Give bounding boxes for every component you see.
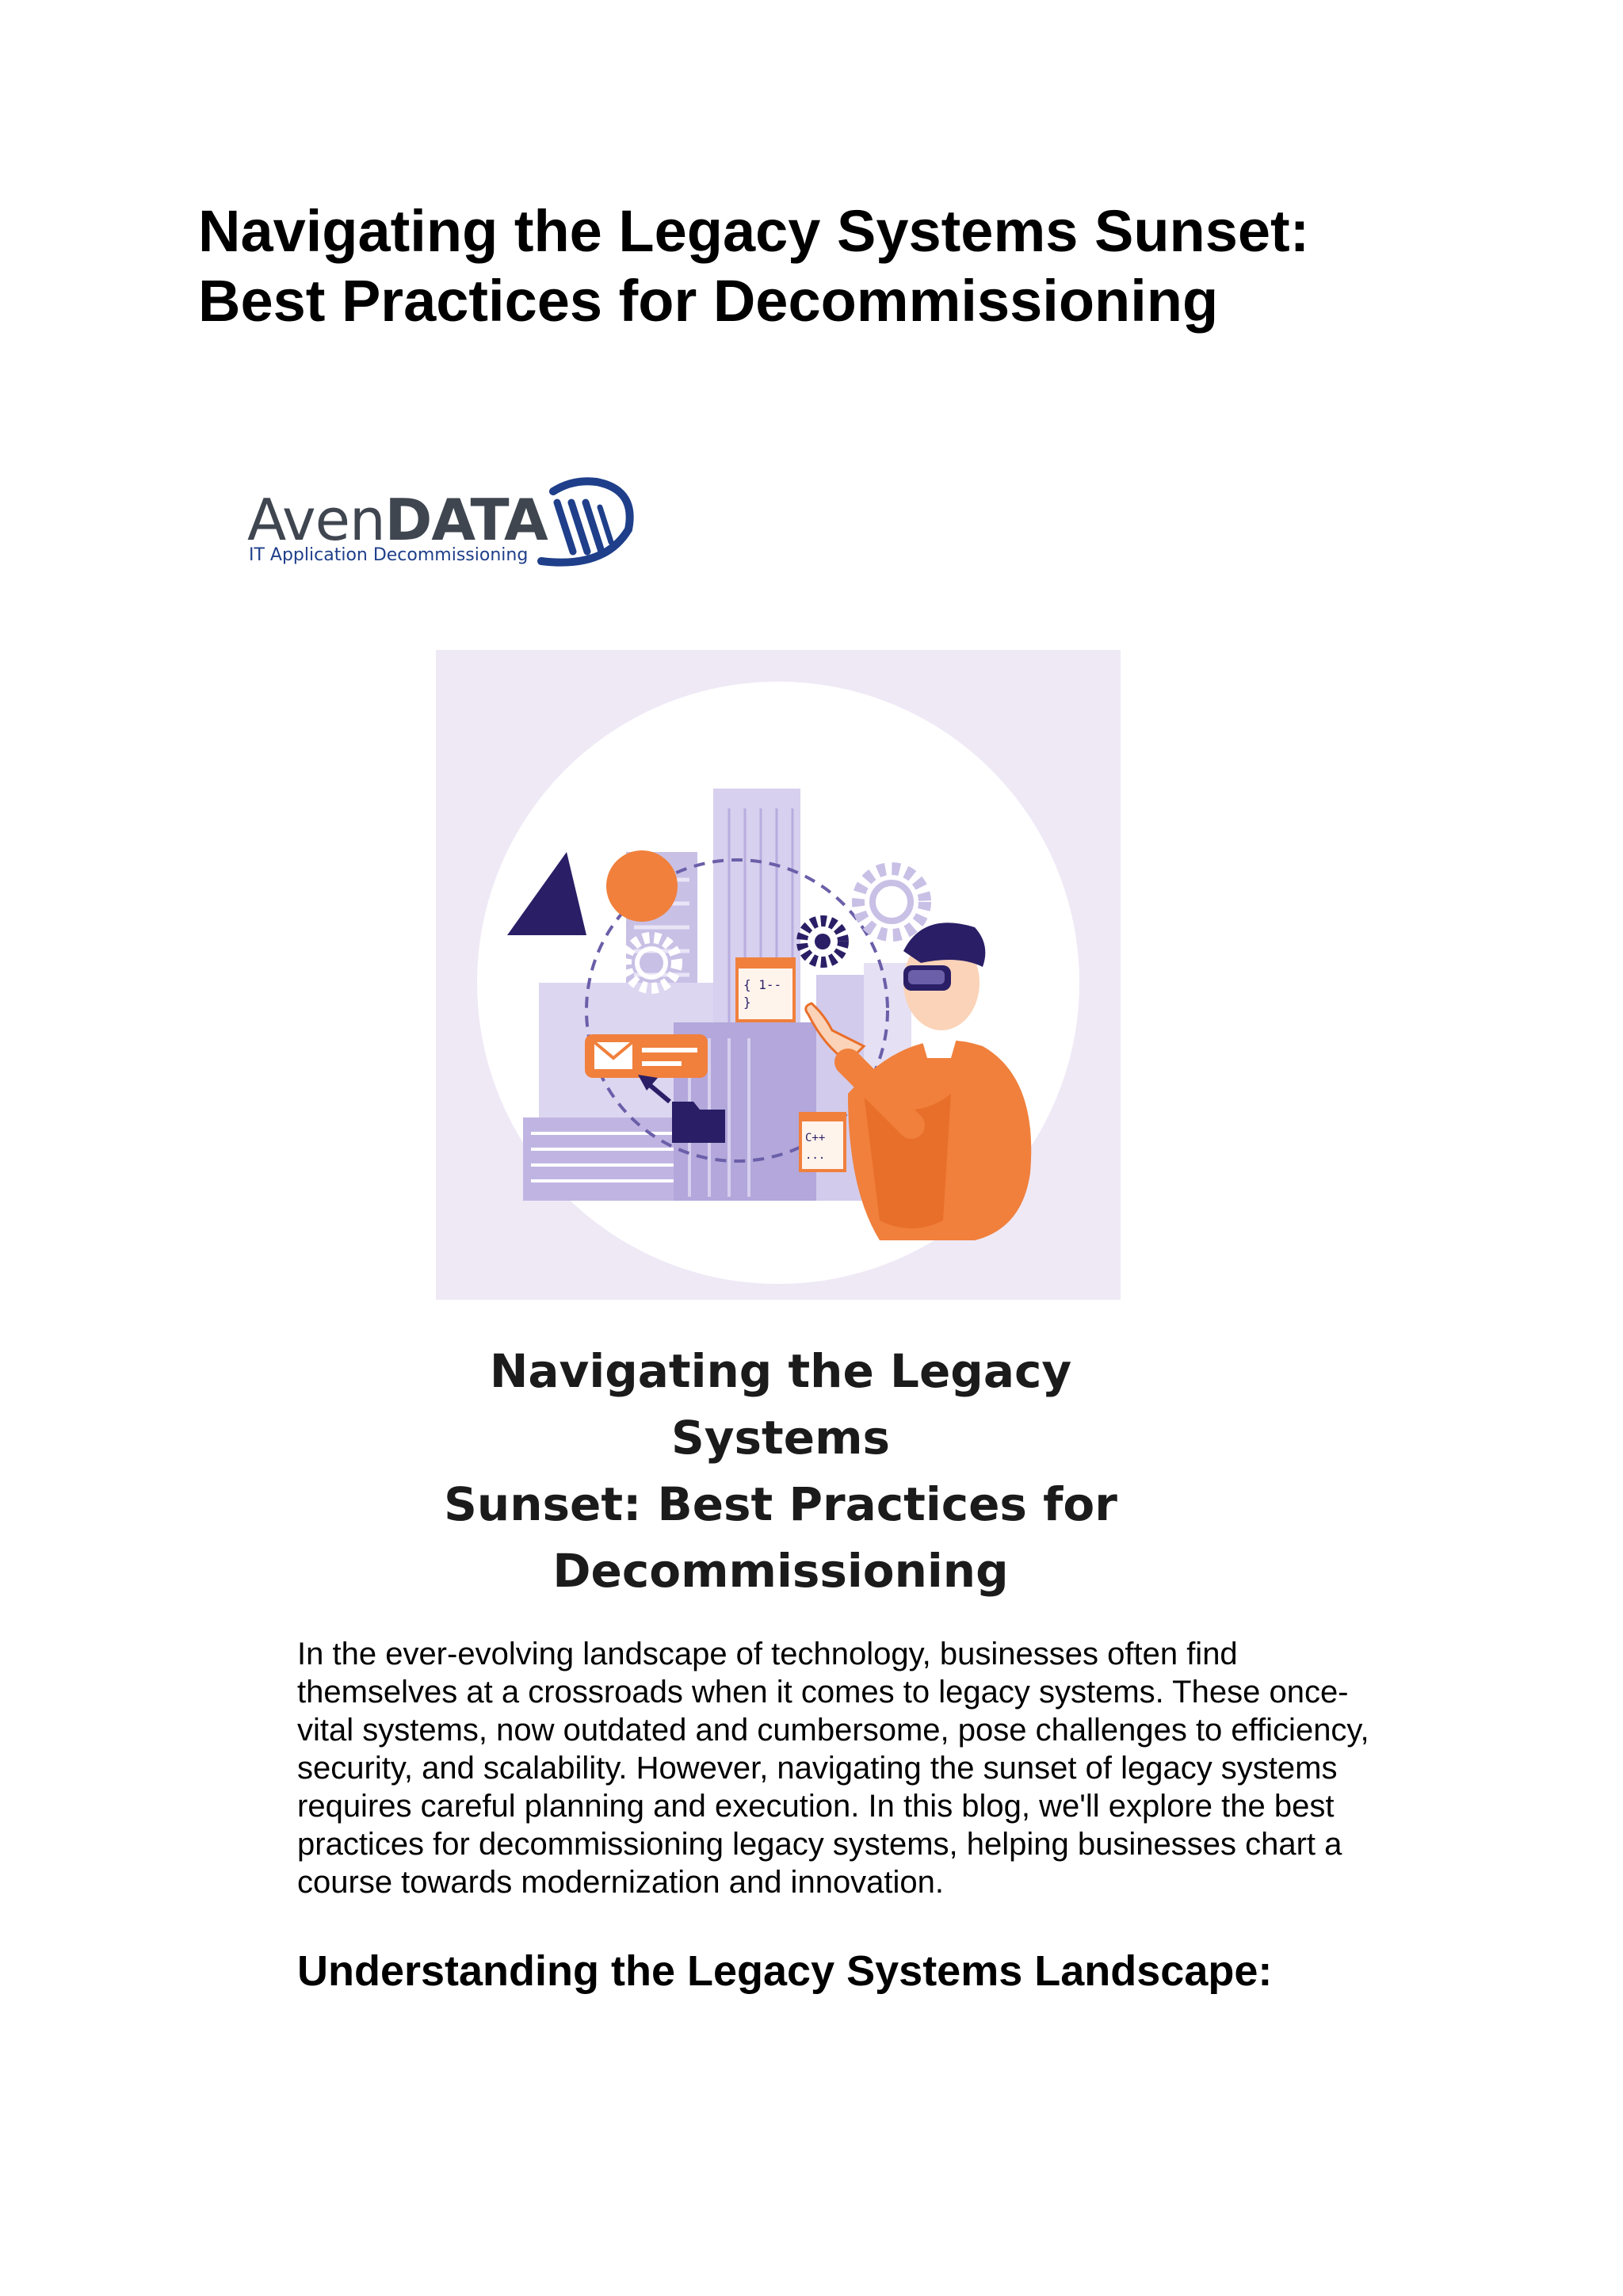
hero-caption-line-2: Sunset: Best Practices for <box>444 1477 1117 1531</box>
intro-line-5: requires careful planning and execution. In this blog, we'll explore the best <box>297 1789 1335 1824</box>
hero-caption <box>380 1338 1181 1604</box>
page-title-line-1: Navigating the Legacy Systems Sunset: <box>198 198 1310 264</box>
logo-word-light: Aven <box>247 487 385 553</box>
hero-caption-line-1: Navigating the Legacy Systems <box>489 1344 1072 1465</box>
logo-tagline: IT Application Decommissioning <box>249 545 529 565</box>
intro-line-7: course towards modernization and innovation. <box>297 1865 945 1900</box>
hero-illustration <box>436 650 1121 1300</box>
intro-line-1: In the ever-evolving landscape of technology, businesses often find <box>297 1637 1238 1671</box>
intro-line-4: security, and scalability. However, navigating the sunset of legacy systems <box>297 1751 1338 1786</box>
low-building <box>523 1117 682 1201</box>
hero-caption-line-3: Decommissioning <box>552 1544 1009 1598</box>
logo-swoosh-icon <box>510 474 636 572</box>
logo-wordmark <box>247 488 548 552</box>
orange-circle <box>606 850 678 922</box>
code-card-2 <box>800 1114 845 1171</box>
mail-icon <box>585 1034 708 1078</box>
avendata-logo <box>244 474 632 577</box>
intro-line-3: vital systems, now outdated and cumbersome, pose challenges to efficiency, <box>297 1713 1369 1748</box>
code-card-1 <box>737 959 794 1021</box>
page-title <box>198 197 1466 336</box>
code-card-1-text-b: } <box>743 995 751 1010</box>
hero-illustration-graphic <box>436 650 1121 1300</box>
section-heading: Understanding the Legacy Systems Landscape: <box>297 1947 1273 1995</box>
code-card-2-text: C++ <box>805 1132 826 1144</box>
logo-word-bold: DATA <box>384 487 548 553</box>
code-card-2-text-b: ... <box>805 1149 826 1162</box>
code-card-1-text: { 1-- <box>743 977 782 992</box>
intro-line-6: practices for decommissioning legacy systems, helping businesses chart a <box>297 1827 1342 1862</box>
intro-paragraph <box>297 1635 1438 1901</box>
page-title-line-2: Best Practices for Decommissioning <box>198 268 1219 334</box>
intro-line-2: themselves at a crossroads when it comes to legacy systems. These once- <box>297 1675 1349 1710</box>
